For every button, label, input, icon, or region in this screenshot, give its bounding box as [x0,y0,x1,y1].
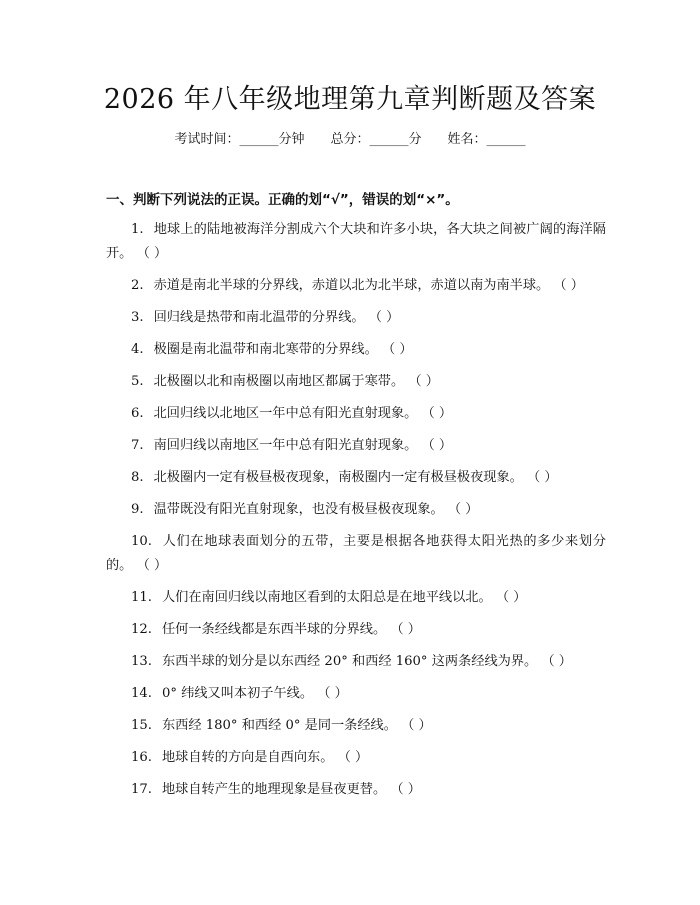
question-item [106,714,606,738]
question-number: 17. [131,782,152,797]
question-text: 东西半球的划分是以东西经 20° 和西经 160° 这两条经线为界。 （ ） [161,654,572,669]
question-text: 回归线是热带和南北温带的分界线。 （ ） [153,310,400,325]
question-text: 地球自转产生的地理现象是昼夜更替。 （ ） [161,782,421,797]
question-text: 极圈是南北温带和南北寒带的分界线。 （ ） [153,342,413,357]
question-item [106,682,606,706]
question-text: 温带既没有阳光直射现象，也没有极昼极夜现象。 （ ） [153,502,479,517]
question-number: 13. [131,654,152,669]
question-text: 0° 纬线又叫本初子午线。 （ ） [161,686,348,701]
question-item [106,370,606,394]
section-heading: 一、判断下列说法的正误。正确的划“√”，错误的划“×”。 [106,192,459,208]
question-number: 2. [131,278,144,293]
question-item [106,618,606,642]
question-item [106,778,606,802]
question-number: 12. [131,622,152,637]
question-number: 7. [131,438,144,453]
question-item [106,218,606,266]
question-number: 4. [131,342,144,357]
question-text: 人们在南回归线以南地区看到的太阳总是在地平线以北。 （ ） [161,590,527,605]
question-number: 15. [131,718,152,733]
question-number: 8. [131,470,144,485]
question-item [106,746,606,770]
question-text: 北极圈以北和南极圈以南地区都属于寒带。 （ ） [153,374,439,389]
question-number: 9. [131,502,144,517]
question-number: 11. [131,590,152,605]
question-item [106,402,606,426]
question-text: 北回归线以北地区一年中总有阳光直射现象。 （ ） [153,406,453,421]
question-number: 5. [131,374,144,389]
question-text: 地球自转的方向是自西向东。 （ ） [161,750,369,765]
question-text: 任何一条经线都是东西半球的分界线。 （ ） [161,622,421,637]
question-text: 赤道是南北半球的分界线，赤道以北为北半球，赤道以南为南半球。 （ ） [153,278,584,293]
question-number: 3. [131,310,144,325]
question-number: 14. [131,686,152,701]
question-item [106,434,606,458]
question-number: 16. [131,750,152,765]
student-name-field: 姓名：______ [447,132,526,147]
question-number: 1. [131,222,144,237]
question-item [106,498,606,522]
question-text: 东西经 180° 和西经 0° 是同一条经线。 （ ） [161,718,432,733]
exam-info [0,130,700,150]
question-item [106,530,606,578]
total-score-field: 总分：______分 [330,132,422,147]
document-title: 2026 年八年级地理第九章判断题及答案 [103,84,597,115]
question-item [106,274,606,298]
question-item [106,586,606,610]
question-number: 10. [131,534,152,549]
question-text: 北极圈内一定有极昼极夜现象，南极圈内一定有极昼极夜现象。 （ ） [153,470,558,485]
question-list [106,218,606,810]
question-text: 南回归线以南地区一年中总有阳光直射现象。 （ ） [153,438,453,453]
question-text: 地球上的陆地被海洋分割成六个大块和许多小块，各大块之间被广阔的海洋隔开。 （ ） [106,222,606,261]
exam-time-field: 考试时间：______分钟 [174,132,305,147]
question-item [106,650,606,674]
question-item [106,306,606,330]
question-number: 6. [131,406,144,421]
question-item [106,338,606,362]
question-item [106,466,606,490]
question-text: 人们在地球表面划分的五带，主要是根据各地获得太阳光热的多少来划分的。 （ ） [106,534,606,573]
